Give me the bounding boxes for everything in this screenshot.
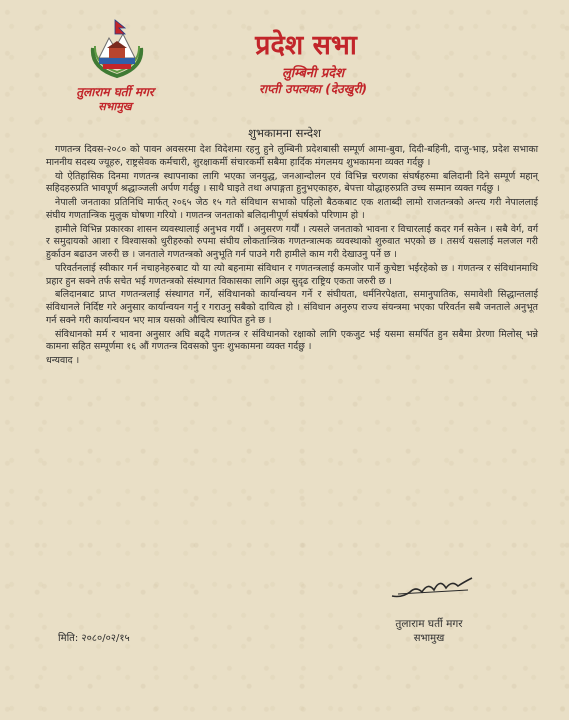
paragraph: गणतन्त्र दिवस-२०८० को पावन अवसरमा देश विदेशमा रहनु हुने लुम्बिनी प्रदेशबासी सम्पूर्ण आमा-बुवा, दिदी-बहिनी, दाजु-भाइ, प्रदेश सभाका माननीय सदस्य ज्यूहरु, राष्ट्रसेवक कर्मचारी, शुरक्षाकर्मी संचारकर्मी सबैमा हार्दिक मंगलमय शुभकामना व्यक्त गर्दछु । — [46, 144, 538, 168]
closing-text: धन्यवाद । — [46, 355, 80, 367]
speaker-name: तुलाराम घर्ती मगर — [76, 85, 154, 99]
signature-icon — [388, 572, 478, 604]
paragraph: नेपाली जनताका प्रतिनिधि मार्फत् २०६५ जेठ १५ गते संविधान सभाको पहिलो बैठकबाट एक शताब्दी लामो राजतन्त्रको अन्त्य गरी नेपाललाई संघीय गणतान्त्रिक मुलुक घोषणा गरियो । गणतन्त्र जनताको बलिदानीपूर्ण संघर्षको परिणाम हो । — [46, 197, 538, 221]
org-province: लुम्बिनी प्रदेश — [281, 66, 345, 81]
signer-name: तुलाराम घर्ती मगर — [395, 618, 463, 630]
document-body — [46, 144, 538, 369]
paragraph: परिवर्तनलाई स्वीकार गर्न नचाहनेहरुबाट यो या त्यो बहनामा संविधान र गणतन्त्रलाई कमजोर पार्ने कुचेष्टा भईरहेको छ । गणतन्त्र र संविधानमाथि प्रहार हुन सक्ने तर्फ सचेत भई गणतन्त्रको संस्थागत विकासका लागि अझ सुदृढ राष्ट्रिय एकता जरुरी छ । — [46, 262, 538, 287]
province-emblem-icon — [85, 18, 149, 80]
org-title: प्रदेश सभा — [255, 30, 357, 61]
paragraph: यो ऐतिहासिक दिनमा गणतन्त्र स्थापनाका लागि भएका जनयुद्ध, जनआन्दोलन एवं विभिन्न चरणका संघर्षहरुमा बलिदानी दिने सम्पूर्ण महान् सहिदहरुप्रति भावपूर्ण श्रद्धाञ्जली अर्पण गर्दछु । साथै घाइते तथा अपाङ्गता हुनुभएकाहरु, बेपत्ता योद्धाहरुप्रति उच्च सम्मान व्यक्त गर्दछु । — [46, 170, 538, 195]
paragraph: हामीले विभिन्न प्रकारका शासन व्यवस्थालाई अनुभव गर्यौं । अनुसरण गर्यौं । त्यसले जनताको भावना र विचारलाई कदर गर्न सकेन । सबै वेर्ग, वर्ग र समुदायको आशा र विश्वासको धुरीहरुको रुपमा संघीय लोकतान्त्रिक गणतन्त्रात्मक व्यवस्थाको शुरुवात भएको छ । तसर्थ यसलाई मलजल गरी हुर्काउन बढाउन जरुरी छ । जनताले गणतन्त्रको अनुभूति गर्न पाउने गरी हामीले काम गरी देखाउनु पर्ने छ । — [46, 223, 538, 260]
paragraph: संविधानको मर्म र भावना अनुसार अघि बढ्दै गणतन्त्र र संविधानको रक्षाको लागि एकजुट भई यसमा समर्पित हुन सबैमा प्रेरणा मिलोस् भन्ने कामना सहित सम्पूर्णमा १६ औं गणतन्त्र दिवसको पुनः शुभकामना व्यक्त गर्दछु । — [46, 328, 538, 353]
speaker-title: सभामुख — [98, 100, 132, 113]
document-date: मिति: २०८०/०२/१५ — [58, 633, 130, 644]
org-city: राप्ती उपत्यका (देउखुरी) — [259, 82, 367, 96]
document-heading: शुभकामना सन्देश — [248, 126, 321, 140]
paragraph: बलिदानबाट प्राप्त गणतन्त्रलाई संस्थागत गर्ने, संविधानको कार्यान्वयन गर्ने र संघीयता, धर्मनिरपेक्षता, समानुपातिक, समावेशी सिद्धान्तलाई संविधानले निर्दिष्ट गरे अनुसार कार्यान्वयन गर्नु र गराउनु सबैको दायित्व हो । संविधान अनुरुप राज्य संयन्त्रमा भएका परिवर्तन सबै जनताले अनुभूत गर्न सक्ने गरी कार्यान्वयन भए मात्र यसको औचित्य स्थापित हुने छ । — [46, 289, 538, 326]
signer-title: सभामुख — [413, 633, 445, 644]
